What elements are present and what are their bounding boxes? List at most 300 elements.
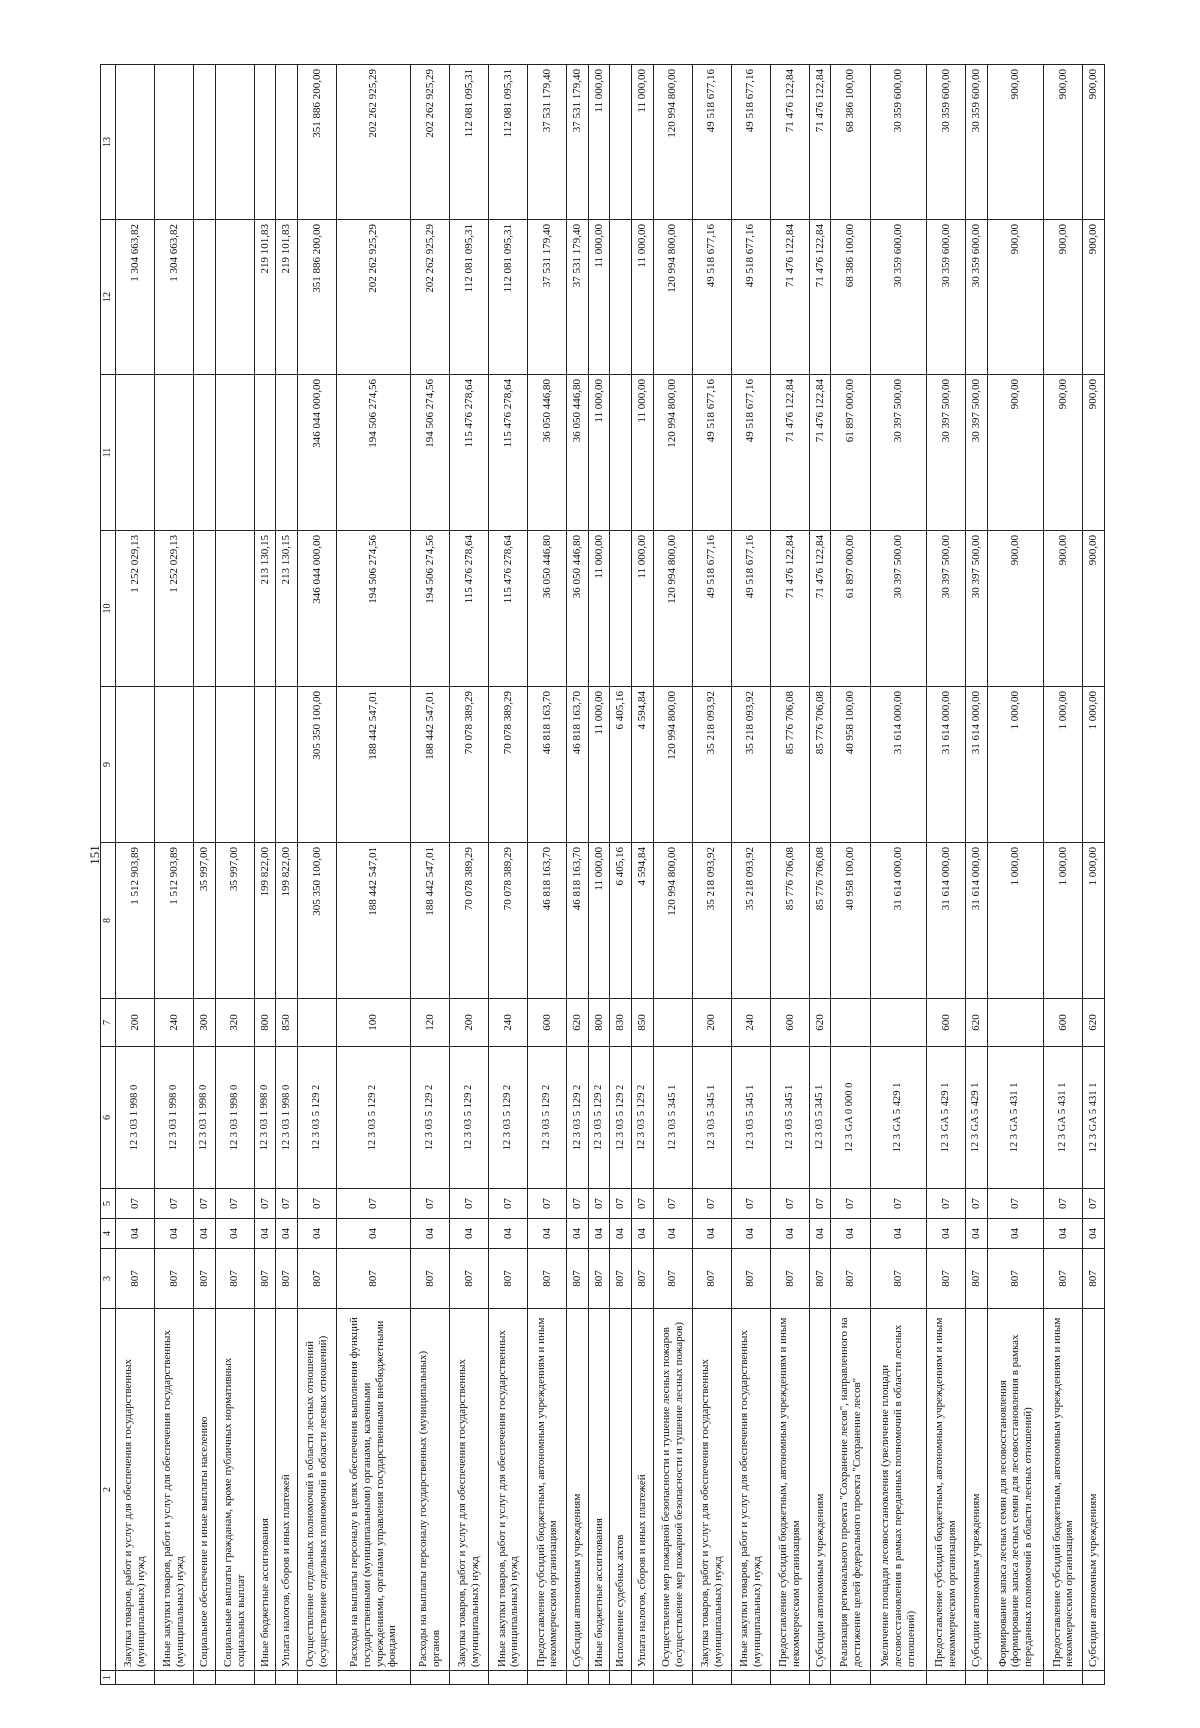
table-row [610, 65, 632, 1685]
cell-col-9: 35 218 093,92 [692, 687, 731, 843]
cell-col-3: 807 [116, 1249, 155, 1309]
cell-col-7: 600 [927, 999, 966, 1047]
cell-col-2: Закупка товаров, работ и услуг для обеспечения государственных (муниципальных) нужд [116, 1309, 155, 1671]
cell-col-9: 1 000,00 [987, 687, 1044, 843]
cell-col-7: 320 [215, 999, 254, 1047]
cell-col-4: 04 [297, 1219, 336, 1249]
cell-col-1 [1044, 1671, 1083, 1685]
cell-col-2: Расходы на выплаты персоналу государственных (муниципальных) органов [411, 1309, 450, 1671]
cell-col-12: 68 386 100,00 [831, 220, 870, 375]
cell-col-7: 300 [194, 999, 216, 1047]
cell-col-7: 120 [411, 999, 450, 1047]
cell-col-2: Субсидии автономным учреждениям [966, 1309, 988, 1671]
cell-col-3: 807 [927, 1249, 966, 1309]
cell-col-3: 807 [966, 1249, 988, 1309]
cell-col-3: 807 [254, 1249, 276, 1309]
cell-col-10: 346 044 000,00 [297, 531, 336, 687]
cell-col-8: 1 512 903,89 [155, 843, 194, 999]
cell-col-3: 807 [194, 1249, 216, 1309]
cell-col-12: 202 262 925,29 [411, 220, 450, 375]
cell-col-5: 07 [155, 1189, 194, 1219]
cell-col-8: 85 776 706,08 [770, 843, 809, 999]
cell-col-2: Субсидии автономным учреждениям [1083, 1309, 1105, 1671]
cell-col-6: 12 3 03 1 998 0 [194, 1047, 216, 1189]
cell-col-13: 900,00 [1044, 65, 1083, 220]
cell-col-10 [610, 531, 632, 687]
cell-col-4: 04 [692, 1219, 731, 1249]
cell-col-5: 07 [870, 1189, 927, 1219]
cell-col-12 [194, 220, 216, 375]
cell-col-12: 11 000,00 [632, 220, 654, 375]
cell-col-11 [155, 375, 194, 531]
cell-col-1 [567, 1671, 589, 1685]
cell-col-10 [194, 531, 216, 687]
cell-col-6: 12 3 03 1 998 0 [276, 1047, 298, 1189]
cell-col-2: Иные бюджетные ассигнования [254, 1309, 276, 1671]
cell-col-8: 31 614 000,00 [870, 843, 927, 999]
col-header-4: 4 [101, 1219, 116, 1249]
cell-col-3: 807 [489, 1249, 528, 1309]
table-row [653, 65, 692, 1685]
table-row [831, 65, 870, 1685]
cell-col-6: 12 3 03 5 129 2 [588, 1047, 610, 1189]
table-row [276, 65, 298, 1685]
cell-col-3: 807 [632, 1249, 654, 1309]
cell-col-1 [610, 1671, 632, 1685]
cell-col-11 [254, 375, 276, 531]
cell-col-5: 07 [194, 1189, 216, 1219]
cell-col-8: 4 594,84 [632, 843, 654, 999]
cell-col-5: 07 [276, 1189, 298, 1219]
cell-col-7 [831, 999, 870, 1047]
cell-col-2: Осуществление мер пожарной безопасности и тушение лесных пожаров (осуществление мер пожарной безопасности и тушение лесных пожаров) [653, 1309, 692, 1671]
cell-col-2: Субсидии автономным учреждениям [567, 1309, 589, 1671]
page-number: 151 [87, 845, 102, 865]
cell-col-2: Закупка товаров, работ и услуг для обеспечения государственных (муниципальных) нужд [692, 1309, 731, 1671]
cell-col-4: 04 [116, 1219, 155, 1249]
cell-col-11: 49 518 677,16 [731, 375, 770, 531]
cell-col-9 [254, 687, 276, 843]
cell-col-7: 830 [610, 999, 632, 1047]
cell-col-11: 61 897 000,00 [831, 375, 870, 531]
col-header-1: 1 [101, 1671, 116, 1685]
cell-col-4: 04 [489, 1219, 528, 1249]
cell-col-6: 12 3 GA 5 429 1 [927, 1047, 966, 1189]
cell-col-2: Иные закупки товаров, работ и услуг для обеспечения государственных (муниципальных) нужд [155, 1309, 194, 1671]
cell-col-10: 30 397 500,00 [966, 531, 988, 687]
cell-col-10: 900,00 [987, 531, 1044, 687]
cell-col-6: 12 3 03 5 129 2 [337, 1047, 411, 1189]
cell-col-7: 240 [489, 999, 528, 1047]
cell-col-6: 12 3 GA 5 431 1 [1083, 1047, 1105, 1189]
col-header-11: 11 [101, 375, 116, 531]
cell-col-1 [870, 1671, 927, 1685]
cell-col-7: 100 [337, 999, 411, 1047]
table-row [411, 65, 450, 1685]
cell-col-13: 37 531 179,40 [567, 65, 589, 220]
cell-col-8: 188 442 547,01 [411, 843, 450, 999]
cell-col-2: Расходы на выплаты персоналу в целях обеспечения выполнения функций государственными (муниципальными) органами, казенными учреждениями, органами управления государственными внебюджетными фондами [337, 1309, 411, 1671]
cell-col-9: 11 000,00 [588, 687, 610, 843]
cell-col-11: 30 397 500,00 [966, 375, 988, 531]
col-header-8: 8 [101, 843, 116, 999]
cell-col-9: 188 442 547,01 [411, 687, 450, 843]
cell-col-5: 07 [489, 1189, 528, 1219]
cell-col-7: 200 [450, 999, 489, 1047]
cell-col-12 [215, 220, 254, 375]
cell-col-5: 07 [692, 1189, 731, 1219]
cell-col-5: 07 [1083, 1189, 1105, 1219]
cell-col-3: 807 [831, 1249, 870, 1309]
cell-col-11: 71 476 122,84 [809, 375, 831, 531]
cell-col-6: 12 3 03 5 129 2 [489, 1047, 528, 1189]
cell-col-12: 30 359 600,00 [966, 220, 988, 375]
cell-col-13: 30 359 600,00 [966, 65, 988, 220]
cell-col-10: 49 518 677,16 [731, 531, 770, 687]
cell-col-11 [215, 375, 254, 531]
cell-col-8: 11 000,00 [588, 843, 610, 999]
cell-col-1 [528, 1671, 567, 1685]
cell-col-11: 49 518 677,16 [692, 375, 731, 531]
cell-col-5: 07 [116, 1189, 155, 1219]
cell-col-7 [987, 999, 1044, 1047]
cell-col-5: 07 [337, 1189, 411, 1219]
cell-col-6: 12 3 GA 0 000 0 [831, 1047, 870, 1189]
cell-col-5: 07 [809, 1189, 831, 1219]
table-row [450, 65, 489, 1685]
cell-col-2: Осуществление отдельных полномочий в области лесных отношений (осуществление отдельных полномочий в области лесных отношений) [297, 1309, 336, 1671]
cell-col-6: 12 3 03 1 998 0 [155, 1047, 194, 1189]
cell-col-4: 04 [194, 1219, 216, 1249]
cell-col-1 [297, 1671, 336, 1685]
cell-col-12: 112 081 095,31 [489, 220, 528, 375]
cell-col-9: 4 594,84 [632, 687, 654, 843]
cell-col-10: 213 130,15 [276, 531, 298, 687]
cell-col-7 [297, 999, 336, 1047]
cell-col-10: 900,00 [1083, 531, 1105, 687]
cell-col-1 [809, 1671, 831, 1685]
cell-col-10: 49 518 677,16 [692, 531, 731, 687]
cell-col-6: 12 3 03 5 129 2 [632, 1047, 654, 1189]
cell-col-4: 04 [809, 1219, 831, 1249]
cell-col-7: 850 [632, 999, 654, 1047]
cell-col-12: 11 000,00 [588, 220, 610, 375]
cell-col-11: 115 476 278,64 [489, 375, 528, 531]
cell-col-10: 30 397 500,00 [927, 531, 966, 687]
cell-col-2: Исполнение судебных актов [610, 1309, 632, 1671]
table-row [567, 65, 589, 1685]
cell-col-5: 07 [588, 1189, 610, 1219]
cell-col-4: 04 [276, 1219, 298, 1249]
cell-col-12: 37 531 179,40 [528, 220, 567, 375]
cell-col-4: 04 [731, 1219, 770, 1249]
cell-col-11: 115 476 278,64 [450, 375, 489, 531]
cell-col-5: 07 [632, 1189, 654, 1219]
cell-col-8: 40 958 100,00 [831, 843, 870, 999]
cell-col-3: 807 [567, 1249, 589, 1309]
cell-col-9: 1 000,00 [1083, 687, 1105, 843]
cell-col-5: 07 [927, 1189, 966, 1219]
cell-col-8: 31 614 000,00 [966, 843, 988, 999]
cell-col-11: 36 050 446,80 [528, 375, 567, 531]
table-row [870, 65, 927, 1685]
cell-col-8: 70 078 389,29 [489, 843, 528, 999]
cell-col-5: 07 [987, 1189, 1044, 1219]
cell-col-2: Реализация регионального проекта "Сохранение лесов", направленного на достижение целей федерального проекта "Сохранение лесов" [831, 1309, 870, 1671]
col-header-7: 7 [101, 999, 116, 1047]
cell-col-13 [276, 65, 298, 220]
table-row [254, 65, 276, 1685]
cell-col-5: 07 [831, 1189, 870, 1219]
cell-col-13 [215, 65, 254, 220]
cell-col-1 [831, 1671, 870, 1685]
cell-col-4: 04 [588, 1219, 610, 1249]
cell-col-5: 07 [215, 1189, 254, 1219]
cell-col-5: 07 [1044, 1189, 1083, 1219]
cell-col-4: 04 [987, 1219, 1044, 1249]
table-row [809, 65, 831, 1685]
cell-col-1 [194, 1671, 216, 1685]
cell-col-11 [116, 375, 155, 531]
col-header-6: 6 [101, 1047, 116, 1189]
cell-col-4: 04 [528, 1219, 567, 1249]
cell-col-13 [610, 65, 632, 220]
cell-col-3: 807 [1044, 1249, 1083, 1309]
cell-col-5: 07 [966, 1189, 988, 1219]
cell-col-5: 07 [610, 1189, 632, 1219]
cell-col-13 [116, 65, 155, 220]
cell-col-9: 35 218 093,92 [731, 687, 770, 843]
cell-col-2: Уплата налогов, сборов и иных платежей [632, 1309, 654, 1671]
cell-col-11 [276, 375, 298, 531]
cell-col-6: 12 3 03 1 998 0 [215, 1047, 254, 1189]
cell-col-6: 12 3 GA 5 431 1 [1044, 1047, 1083, 1189]
cell-col-8: 35 997,00 [215, 843, 254, 999]
cell-col-3: 807 [528, 1249, 567, 1309]
cell-col-6: 12 3 03 5 129 2 [528, 1047, 567, 1189]
cell-col-7: 600 [770, 999, 809, 1047]
cell-col-12: 900,00 [1044, 220, 1083, 375]
table-row [966, 65, 988, 1685]
cell-col-4: 04 [927, 1219, 966, 1249]
cell-col-5: 07 [770, 1189, 809, 1219]
cell-col-8: 70 078 389,29 [450, 843, 489, 999]
cell-col-12 [610, 220, 632, 375]
cell-col-8: 1 000,00 [1044, 843, 1083, 999]
cell-col-12: 120 994 800,00 [653, 220, 692, 375]
cell-col-5: 07 [653, 1189, 692, 1219]
cell-col-10: 36 050 446,80 [567, 531, 589, 687]
cell-col-3: 807 [610, 1249, 632, 1309]
cell-col-6: 12 3 03 5 129 2 [411, 1047, 450, 1189]
cell-col-11: 30 397 500,00 [927, 375, 966, 531]
cell-col-6: 12 3 03 5 345 1 [770, 1047, 809, 1189]
cell-col-3: 807 [411, 1249, 450, 1309]
cell-col-6: 12 3 03 5 345 1 [692, 1047, 731, 1189]
cell-col-3: 807 [809, 1249, 831, 1309]
cell-col-13 [194, 65, 216, 220]
cell-col-5: 07 [450, 1189, 489, 1219]
table-row [337, 65, 411, 1685]
cell-col-4: 04 [966, 1219, 988, 1249]
cell-col-12: 71 476 122,84 [770, 220, 809, 375]
cell-col-3: 807 [297, 1249, 336, 1309]
cell-col-6: 12 3 GA 5 429 1 [966, 1047, 988, 1189]
cell-col-6: 12 3 03 5 129 2 [610, 1047, 632, 1189]
budget-table [100, 64, 1105, 1685]
cell-col-13: 900,00 [987, 65, 1044, 220]
cell-col-11: 194 506 274,56 [411, 375, 450, 531]
cell-col-6: 12 3 03 5 129 2 [567, 1047, 589, 1189]
table-row [194, 65, 216, 1685]
cell-col-2: Предоставление субсидий бюджетным, автономным учреждениям и иным некоммерческим организациям [927, 1309, 966, 1671]
cell-col-1 [489, 1671, 528, 1685]
cell-col-4: 04 [337, 1219, 411, 1249]
cell-col-11 [194, 375, 216, 531]
cell-col-9: 70 078 389,29 [489, 687, 528, 843]
cell-col-3: 807 [215, 1249, 254, 1309]
cell-col-1 [1083, 1671, 1105, 1685]
cell-col-1 [927, 1671, 966, 1685]
cell-col-13: 37 531 179,40 [528, 65, 567, 220]
col-header-13: 13 [101, 65, 116, 220]
cell-col-7: 850 [276, 999, 298, 1047]
cell-col-13: 68 386 100,00 [831, 65, 870, 220]
cell-col-11: 71 476 122,84 [770, 375, 809, 531]
cell-col-9: 305 350 100,00 [297, 687, 336, 843]
cell-col-13: 120 994 800,00 [653, 65, 692, 220]
cell-col-2: Предоставление субсидий бюджетным, автономным учреждениям и иным некоммерческим организациям [1044, 1309, 1083, 1671]
cell-col-12: 30 359 600,00 [927, 220, 966, 375]
cell-col-7 [653, 999, 692, 1047]
cell-col-11: 900,00 [987, 375, 1044, 531]
cell-col-12: 1 304 663,82 [116, 220, 155, 375]
cell-col-2: Социальные выплаты гражданам, кроме публичных нормативных социальных выплат [215, 1309, 254, 1671]
cell-col-8: 85 776 706,08 [809, 843, 831, 999]
cell-col-7: 620 [567, 999, 589, 1047]
cell-col-4: 04 [1044, 1219, 1083, 1249]
cell-col-13 [254, 65, 276, 220]
cell-col-9: 85 776 706,08 [809, 687, 831, 843]
cell-col-6: 12 3 GA 5 429 1 [870, 1047, 927, 1189]
cell-col-7: 200 [116, 999, 155, 1047]
cell-col-1 [155, 1671, 194, 1685]
cell-col-13: 11 000,00 [632, 65, 654, 220]
table-row [588, 65, 610, 1685]
cell-col-3: 807 [653, 1249, 692, 1309]
table-row [489, 65, 528, 1685]
cell-col-12: 351 886 200,00 [297, 220, 336, 375]
cell-col-8: 31 614 000,00 [927, 843, 966, 999]
col-header-2: 2 [101, 1309, 116, 1671]
cell-col-13: 351 886 200,00 [297, 65, 336, 220]
table-row [116, 65, 155, 1685]
cell-col-9: 188 442 547,01 [337, 687, 411, 843]
table-row [528, 65, 567, 1685]
cell-col-8: 120 994 800,00 [653, 843, 692, 999]
cell-col-13: 71 476 122,84 [809, 65, 831, 220]
cell-col-4: 04 [155, 1219, 194, 1249]
document-body [100, 65, 1105, 1685]
cell-col-11 [610, 375, 632, 531]
cell-col-3: 807 [337, 1249, 411, 1309]
cell-col-9: 120 994 800,00 [653, 687, 692, 843]
cell-col-6: 12 3 03 1 998 0 [254, 1047, 276, 1189]
table-row [987, 65, 1044, 1685]
cell-col-4: 04 [870, 1219, 927, 1249]
cell-col-3: 807 [692, 1249, 731, 1309]
cell-col-11: 900,00 [1044, 375, 1083, 531]
cell-col-10: 1 252 029,13 [155, 531, 194, 687]
cell-col-10: 11 000,00 [632, 531, 654, 687]
cell-col-10: 213 130,15 [254, 531, 276, 687]
cell-col-9: 70 078 389,29 [450, 687, 489, 843]
cell-col-13: 49 518 677,16 [692, 65, 731, 220]
cell-col-9: 46 818 163,70 [528, 687, 567, 843]
cell-col-8: 46 818 163,70 [528, 843, 567, 999]
cell-col-1 [632, 1671, 654, 1685]
cell-col-10: 11 000,00 [588, 531, 610, 687]
cell-col-13: 202 262 925,29 [411, 65, 450, 220]
cell-col-2: Формирование запаса лесных семян для лесовосстановления (формирование запаса лесных семян для лесовосстановления в рамках переданных полномочий в области лесных отношений) [987, 1309, 1044, 1671]
cell-col-3: 807 [155, 1249, 194, 1309]
cell-col-4: 04 [831, 1219, 870, 1249]
cell-col-1 [254, 1671, 276, 1685]
cell-col-2: Предоставление субсидий бюджетным, автономным учреждениям и иным некоммерческим организациям [770, 1309, 809, 1671]
cell-col-5: 07 [254, 1189, 276, 1219]
cell-col-1 [770, 1671, 809, 1685]
table-row [731, 65, 770, 1685]
cell-col-9 [155, 687, 194, 843]
table-row [155, 65, 194, 1685]
cell-col-4: 04 [610, 1219, 632, 1249]
cell-col-1 [692, 1671, 731, 1685]
cell-col-7: 800 [588, 999, 610, 1047]
cell-col-4: 04 [1083, 1219, 1105, 1249]
cell-col-13: 11 000,00 [588, 65, 610, 220]
cell-col-8: 1 512 903,89 [116, 843, 155, 999]
cell-col-12: 202 262 925,29 [337, 220, 411, 375]
cell-col-1 [337, 1671, 411, 1685]
cell-col-1 [116, 1671, 155, 1685]
cell-col-8: 1 000,00 [1083, 843, 1105, 999]
cell-col-3: 807 [731, 1249, 770, 1309]
cell-col-4: 04 [254, 1219, 276, 1249]
cell-col-9: 40 958 100,00 [831, 687, 870, 843]
table-row [927, 65, 966, 1685]
cell-col-1 [966, 1671, 988, 1685]
cell-col-12: 30 359 600,00 [870, 220, 927, 375]
cell-col-13: 30 359 600,00 [870, 65, 927, 220]
cell-col-10: 36 050 446,80 [528, 531, 567, 687]
cell-col-10: 1 252 029,13 [116, 531, 155, 687]
cell-col-11: 11 000,00 [588, 375, 610, 531]
cell-col-7: 620 [966, 999, 988, 1047]
cell-col-7: 620 [1083, 999, 1105, 1047]
table-row [692, 65, 731, 1685]
cell-col-9: 31 614 000,00 [966, 687, 988, 843]
cell-col-5: 07 [528, 1189, 567, 1219]
cell-col-13: 202 262 925,29 [337, 65, 411, 220]
cell-col-9: 46 818 163,70 [567, 687, 589, 843]
cell-col-2: Иные закупки товаров, работ и услуг для обеспечения государственных (муниципальных) нужд [731, 1309, 770, 1671]
cell-col-8: 6 405,16 [610, 843, 632, 999]
cell-col-10: 120 994 800,00 [653, 531, 692, 687]
cell-col-13: 900,00 [1083, 65, 1105, 220]
cell-col-11: 900,00 [1083, 375, 1105, 531]
cell-col-2: Закупка товаров, работ и услуг для обеспечения государственных (муниципальных) нужд [450, 1309, 489, 1671]
cell-col-4: 04 [632, 1219, 654, 1249]
